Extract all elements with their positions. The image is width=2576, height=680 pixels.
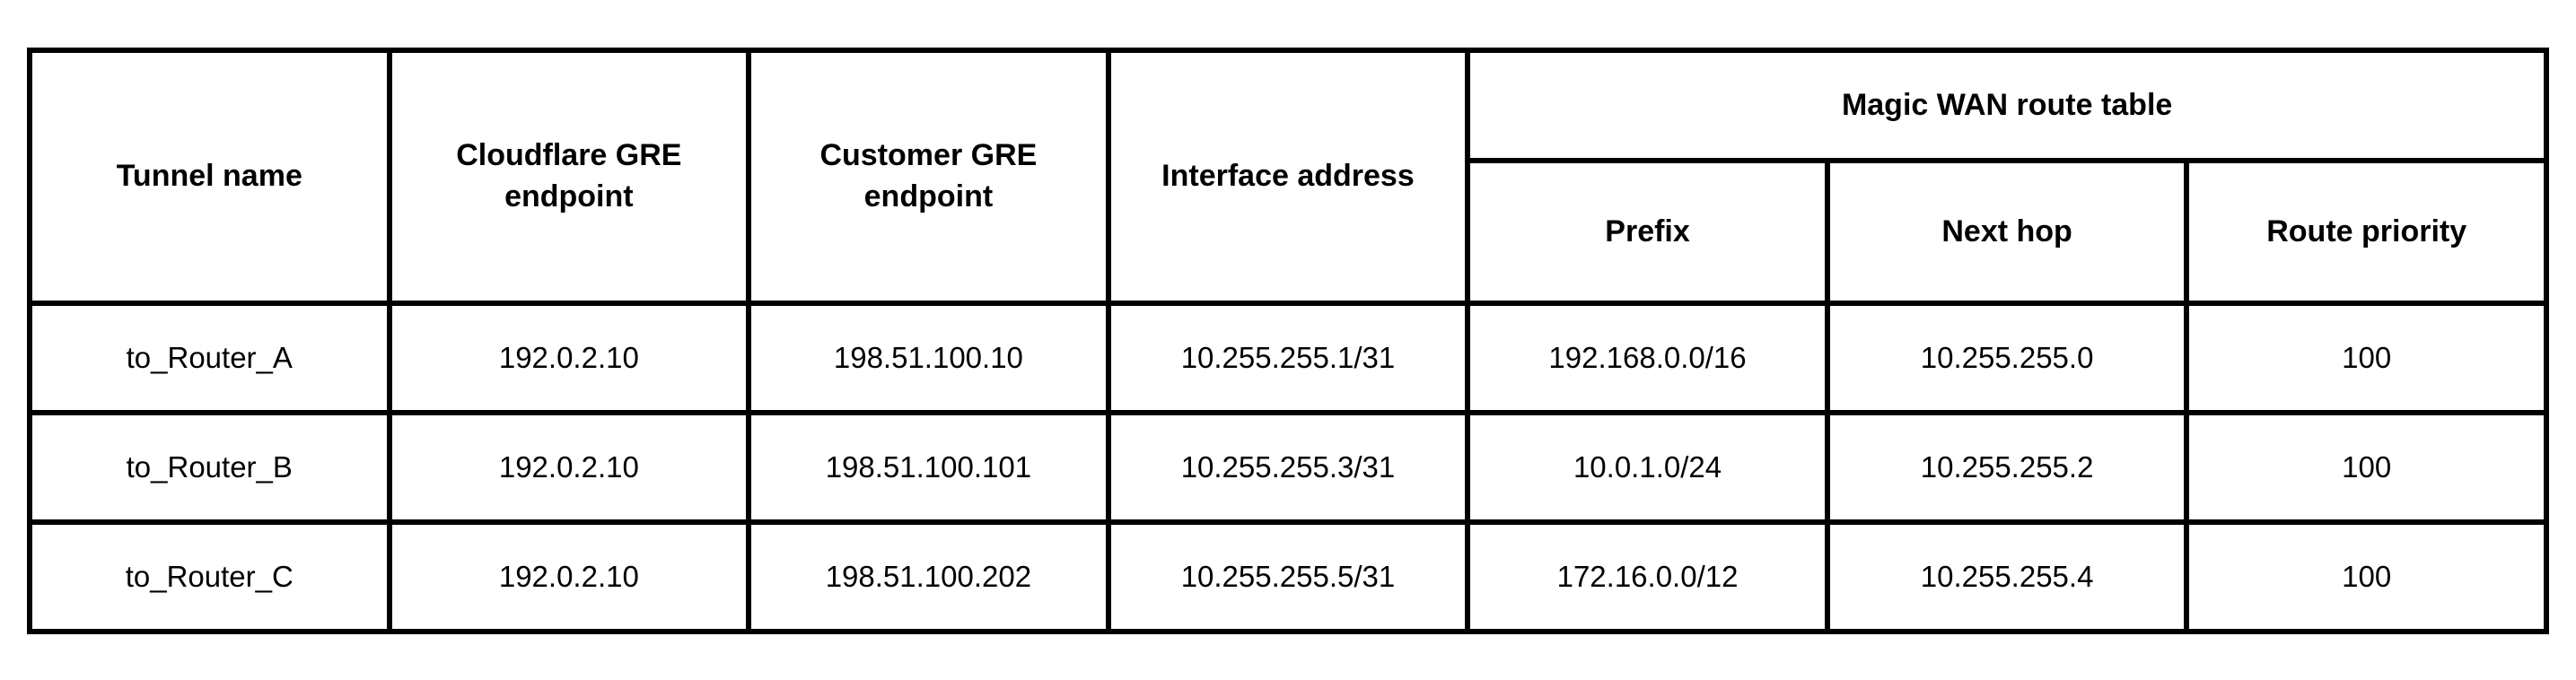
cell-customer-gre-endpoint: 198.51.100.101 bbox=[749, 413, 1108, 522]
cell-tunnel-name: to_Router_B bbox=[30, 413, 390, 522]
cell-next-hop: 10.255.255.2 bbox=[1827, 413, 2187, 522]
column-header-route-priority: Route priority bbox=[2186, 161, 2546, 303]
column-header-prefix: Prefix bbox=[1468, 161, 1827, 303]
table-row-to-router-b bbox=[30, 413, 2546, 522]
column-header-tunnel-name: Tunnel name bbox=[30, 50, 390, 303]
tunnel-configuration-table bbox=[27, 48, 2549, 634]
cell-next-hop: 10.255.255.0 bbox=[1827, 303, 2187, 413]
header-row-top bbox=[30, 50, 2546, 161]
cell-route-priority: 100 bbox=[2186, 303, 2546, 413]
cell-route-priority: 100 bbox=[2186, 522, 2546, 632]
cell-customer-gre-endpoint: 198.51.100.202 bbox=[749, 522, 1108, 632]
cell-route-priority: 100 bbox=[2186, 413, 2546, 522]
cell-cloudflare-gre-endpoint: 192.0.2.10 bbox=[390, 522, 749, 632]
column-header-cloudflare-gre-endpoint: Cloudflare GRE endpoint bbox=[390, 50, 749, 303]
cell-interface-address: 10.255.255.5/31 bbox=[1108, 522, 1468, 632]
cell-tunnel-name: to_Router_C bbox=[30, 522, 390, 632]
cell-cloudflare-gre-endpoint: 192.0.2.10 bbox=[390, 303, 749, 413]
cell-prefix: 10.0.1.0/24 bbox=[1468, 413, 1827, 522]
cell-interface-address: 10.255.255.1/31 bbox=[1108, 303, 1468, 413]
cell-prefix: 172.16.0.0/12 bbox=[1468, 522, 1827, 632]
cell-cloudflare-gre-endpoint: 192.0.2.10 bbox=[390, 413, 749, 522]
cell-tunnel-name: to_Router_A bbox=[30, 303, 390, 413]
cell-interface-address: 10.255.255.3/31 bbox=[1108, 413, 1468, 522]
column-header-customer-gre-endpoint: Customer GRE endpoint bbox=[749, 50, 1108, 303]
cell-next-hop: 10.255.255.4 bbox=[1827, 522, 2187, 632]
cell-customer-gre-endpoint: 198.51.100.10 bbox=[749, 303, 1108, 413]
table-row-to-router-a bbox=[30, 303, 2546, 413]
column-header-interface-address: Interface address bbox=[1108, 50, 1468, 303]
column-group-header-magic-wan-route-table: Magic WAN route table bbox=[1468, 50, 2546, 161]
table-row-to-router-c bbox=[30, 522, 2546, 632]
cell-prefix: 192.168.0.0/16 bbox=[1468, 303, 1827, 413]
column-header-next-hop: Next hop bbox=[1827, 161, 2187, 303]
